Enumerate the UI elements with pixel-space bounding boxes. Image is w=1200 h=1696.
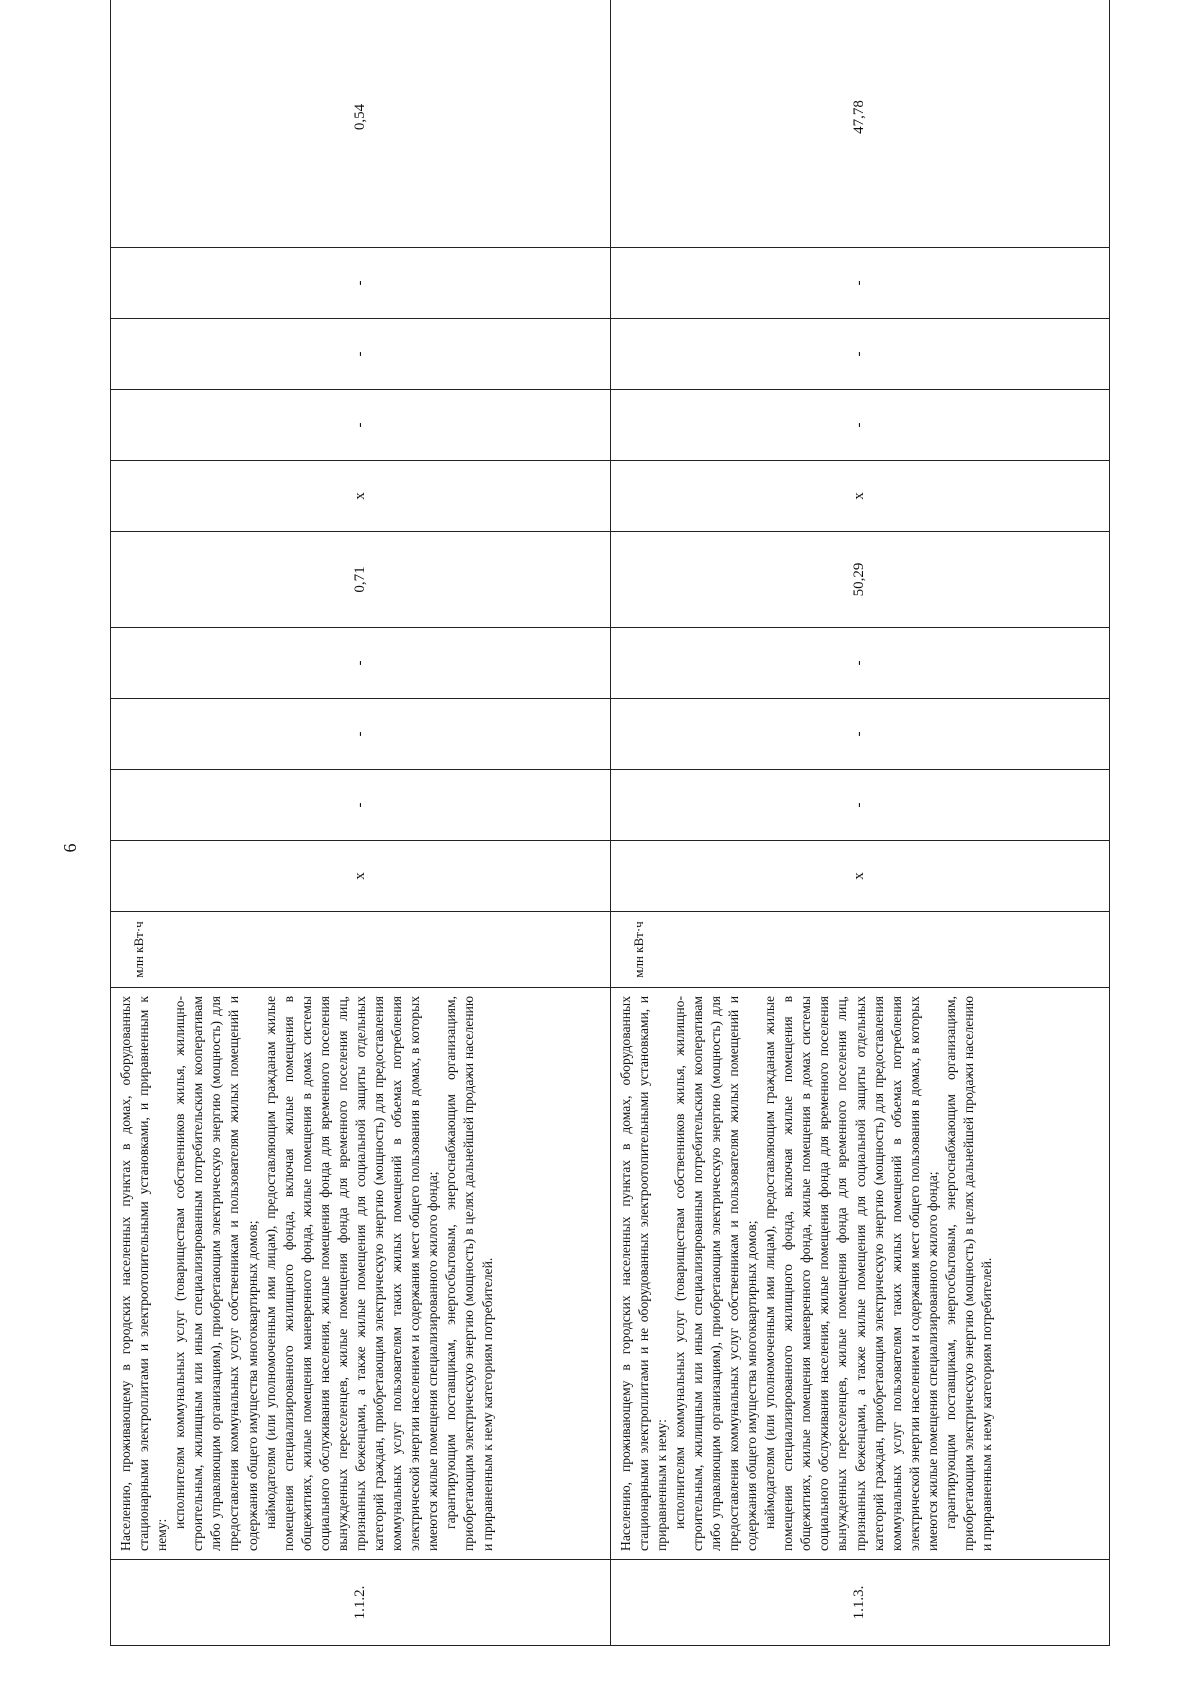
total-cell: 0,54 bbox=[111, 0, 611, 248]
tariff-table bbox=[110, 0, 1110, 1646]
value-cell: 0,71 bbox=[111, 532, 611, 628]
total-cell: 47,78 bbox=[610, 0, 1110, 248]
value-cell: - bbox=[610, 770, 1110, 841]
value-cell: - bbox=[111, 319, 611, 390]
value-cell: - bbox=[111, 248, 611, 319]
description-paragraph: гарантирующим поставщикам, энергосбытовым, энергоснабжающим организациям, приобретающим электрическую энергию (мощность) в целях дальнейшей продажи населению и приравненным к нему категориям потребителей. bbox=[942, 996, 995, 1551]
value-cell: - bbox=[111, 770, 611, 841]
description-paragraph: Населению, проживающему в городских населенных пунктах в домах, оборудованных стационарными электроплитами и электроотопительными установками, и приравненным к нему: bbox=[118, 996, 170, 1551]
value-cell: x bbox=[111, 461, 611, 532]
value-cell: 50,29 bbox=[610, 532, 1110, 628]
tariff-table-sheet bbox=[110, 46, 1110, 1646]
unit-cell: млн кВт·ч bbox=[111, 912, 611, 988]
value-cell: - bbox=[610, 628, 1110, 699]
row-description bbox=[111, 988, 611, 1560]
value-cell: - bbox=[610, 319, 1110, 390]
value-cell: - bbox=[111, 390, 611, 461]
row-description bbox=[610, 988, 1110, 1560]
table-row bbox=[610, 0, 1110, 1646]
description-paragraph: наймодателям (или уполномоченным ими лицам), предоставляющим гражданам жилые помещения специализированного жилищного фонда, включая жилые помещения в общежитиях, жилые помещения маневренного фонда, жилые помещения в домах системы социального обслуживания населения, жилые помещения фонда для временного поселения вынужденных переселенцев, жилые помещения фонда для временного поселения лиц, признанных беженцами, а также жилые помещения для социальной защиты отдельных категорий граждан, приобретающим электрическую энергию (мощность) для предоставления коммунальных услуг пользователям таких жилых помещений в объемах потребления электрической энергии населением и содержания мест общего пользования в домах, в которых имеются жилые помещения специализированного жилого фонда; bbox=[262, 996, 441, 1551]
value-cell: - bbox=[610, 699, 1110, 770]
value-cell: - bbox=[111, 628, 611, 699]
description-paragraph: наймодателям (или уполномоченным ими лицам), предоставляющим гражданам жилые помещения специализированного жилищного фонда, включая жилые помещения в общежитиях, жилые помещения маневренного фонда, жилые помещения в домах системы социального обслуживания населения, жилые помещения фонда для временного поселения вынужденных переселенцев, жилые помещения фонда для временного поселения лиц, признанных беженцами, а также жилые помещения для социальной защиты отдельных категорий граждан, приобретающим электрическую энергию (мощность) для предоставления коммунальных услуг пользователям таких жилых помещений в объемах потребления электрической энергии населением и содержания мест общего пользования в домах, в которых имеются жилые помещения специализированного жилого фонда; bbox=[762, 996, 940, 1551]
table-row bbox=[111, 0, 611, 1646]
value-cell: - bbox=[610, 390, 1110, 461]
description-paragraph: Населению, проживающему в городских населенных пунктах в домах, оборудованных стационарными электроплитами и не оборудованных электроотопительными установками, и приравненным к нему: bbox=[617, 996, 669, 1551]
page-number: 6 bbox=[60, 843, 80, 853]
row-number: 1.1.2. bbox=[111, 1560, 611, 1646]
description-paragraph: исполнителям коммунальных услуг (товариществам собственников жилья, жилищно-строительным, жилищным или иным специализированным потребительским кооперативам либо управляющим организациям), приобретающим электрическую энергию (мощность) для предоставления коммунальных услуг собственникам и пользователям жилых помещений и содержания общего имущества многоквартирных домов; bbox=[671, 996, 760, 1551]
value-cell: x bbox=[610, 461, 1110, 532]
value-cell: - bbox=[610, 248, 1110, 319]
description-paragraph: исполнителям коммунальных услуг (товариществам собственников жилья, жилищно-строительным, жилищным или иным специализированным потребительским кооперативам либо управляющим организациям), приобретающим электрическую энергию (мощность) для предоставления коммунальных услуг собственникам и пользователям жилых помещений и содержания общего имущества многоквартирных домов; bbox=[172, 996, 260, 1551]
unit-cell: млн кВт·ч bbox=[610, 912, 1110, 988]
description-paragraph: гарантирующим поставщикам, энергосбытовым, энергоснабжающим организациям, приобретающим электрическую энергию (мощность) в целях дальнейшей продажи населению и приравненным к нему категориям потребителей. bbox=[443, 996, 495, 1551]
value-cell: x bbox=[610, 841, 1110, 912]
value-cell: x bbox=[111, 841, 611, 912]
value-cell: - bbox=[111, 699, 611, 770]
row-number: 1.1.3. bbox=[610, 1560, 1110, 1646]
